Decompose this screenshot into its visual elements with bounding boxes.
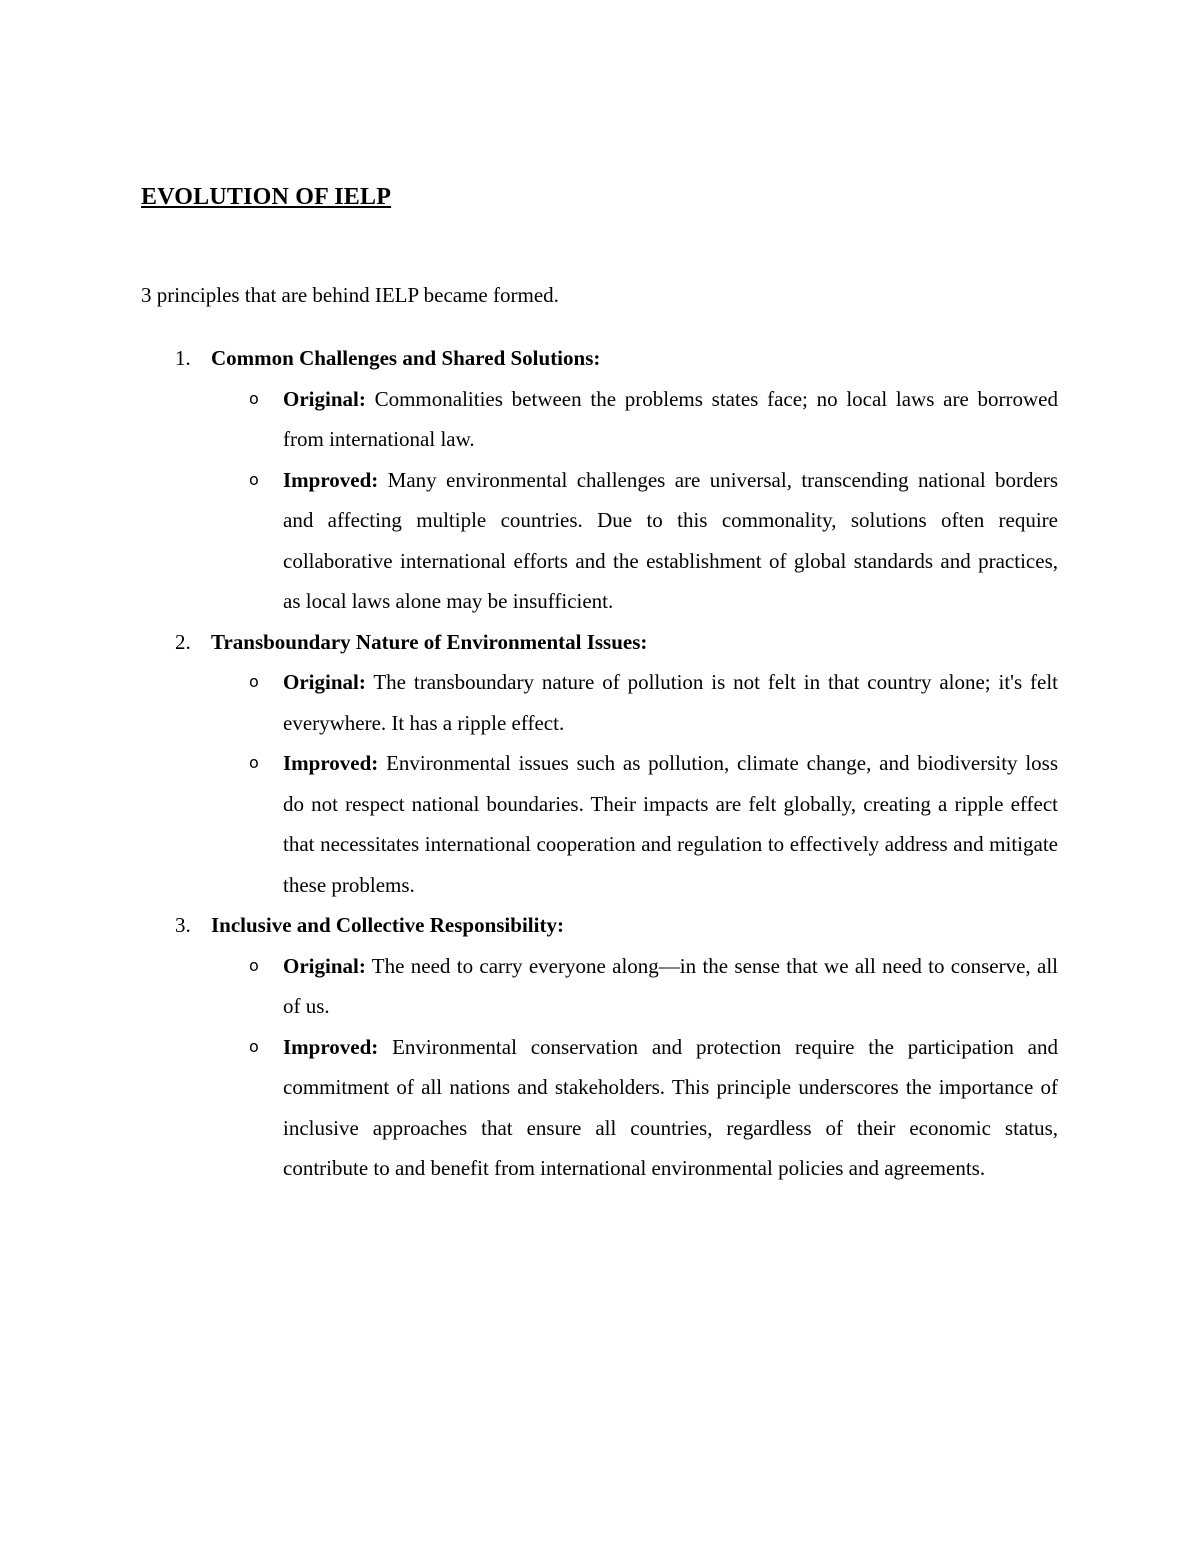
principle-number: 3. — [175, 913, 191, 937]
circle-bullet-icon: o — [249, 1036, 259, 1056]
point-label: Original: — [283, 386, 366, 411]
point-label: Improved: — [283, 751, 379, 775]
point-improved — [211, 460, 1058, 622]
circle-bullet-icon: o — [249, 388, 259, 408]
point-original — [211, 946, 1058, 1027]
point-improved — [211, 1027, 1058, 1189]
point-text: Commonalities between the problems states face; no local laws are borrowed from international law. — [283, 386, 1058, 451]
point-label: Original: — [283, 670, 366, 694]
principle-heading: Transboundary Nature of Environmental Issues: — [211, 629, 648, 654]
principle-points — [211, 379, 1058, 622]
point-improved — [211, 743, 1058, 905]
principles-list — [141, 338, 1058, 1189]
principle-heading: Common Challenges and Shared Solutions: — [211, 346, 601, 370]
point-label: Original: — [283, 953, 366, 978]
circle-bullet-icon: o — [249, 672, 259, 691]
principle-item — [141, 338, 1058, 622]
point-text: Environmental issues such as pollution, climate change, and biodiversity loss do not respect national boundaries. Their impacts are felt globally, creating a ripple effect that necessitates international cooperation and regulation to effectively address and mitigate these problems. — [283, 751, 1059, 897]
circle-bullet-icon: o — [249, 469, 259, 489]
principle-points — [211, 946, 1058, 1189]
principle-item — [141, 622, 1058, 906]
point-label: Improved: — [283, 1034, 379, 1059]
point-text: The transboundary nature of pollution is not felt in that country alone; it's felt everywhere. It has a ripple effect. — [283, 670, 1058, 735]
circle-bullet-icon: o — [249, 753, 259, 772]
principle-number: 1. — [175, 346, 191, 370]
principle-item — [141, 905, 1058, 1189]
intro-paragraph: 3 principles that are behind IELP became formed. — [141, 283, 559, 307]
point-original — [211, 662, 1058, 743]
page-title: EVOLUTION OF IELP — [141, 184, 392, 210]
point-label: Improved: — [283, 467, 379, 492]
principle-heading: Inclusive and Collective Responsibility: — [211, 913, 564, 937]
circle-bullet-icon: o — [249, 955, 259, 975]
point-original — [211, 379, 1058, 460]
point-text: Many environmental challenges are universal, transcending national borders and affecting multiple countries. Due to this commonality, solutions often require collaborative international efforts and the establishment of global standards and practices, as local laws alone may be insufficient. — [283, 467, 1059, 613]
principle-points — [211, 662, 1058, 905]
point-text: The need to carry everyone along—in the sense that we all need to conserve, all of us. — [283, 953, 1058, 1018]
point-text: Environmental conservation and protection require the participation and commitment of all nations and stakeholders. This principle underscores the importance of inclusive approaches that ensure all countries, regardless of their economic status, contribute to and benefit from international environmental policies and agreements. — [283, 1034, 1059, 1180]
principle-number: 2. — [175, 629, 191, 654]
